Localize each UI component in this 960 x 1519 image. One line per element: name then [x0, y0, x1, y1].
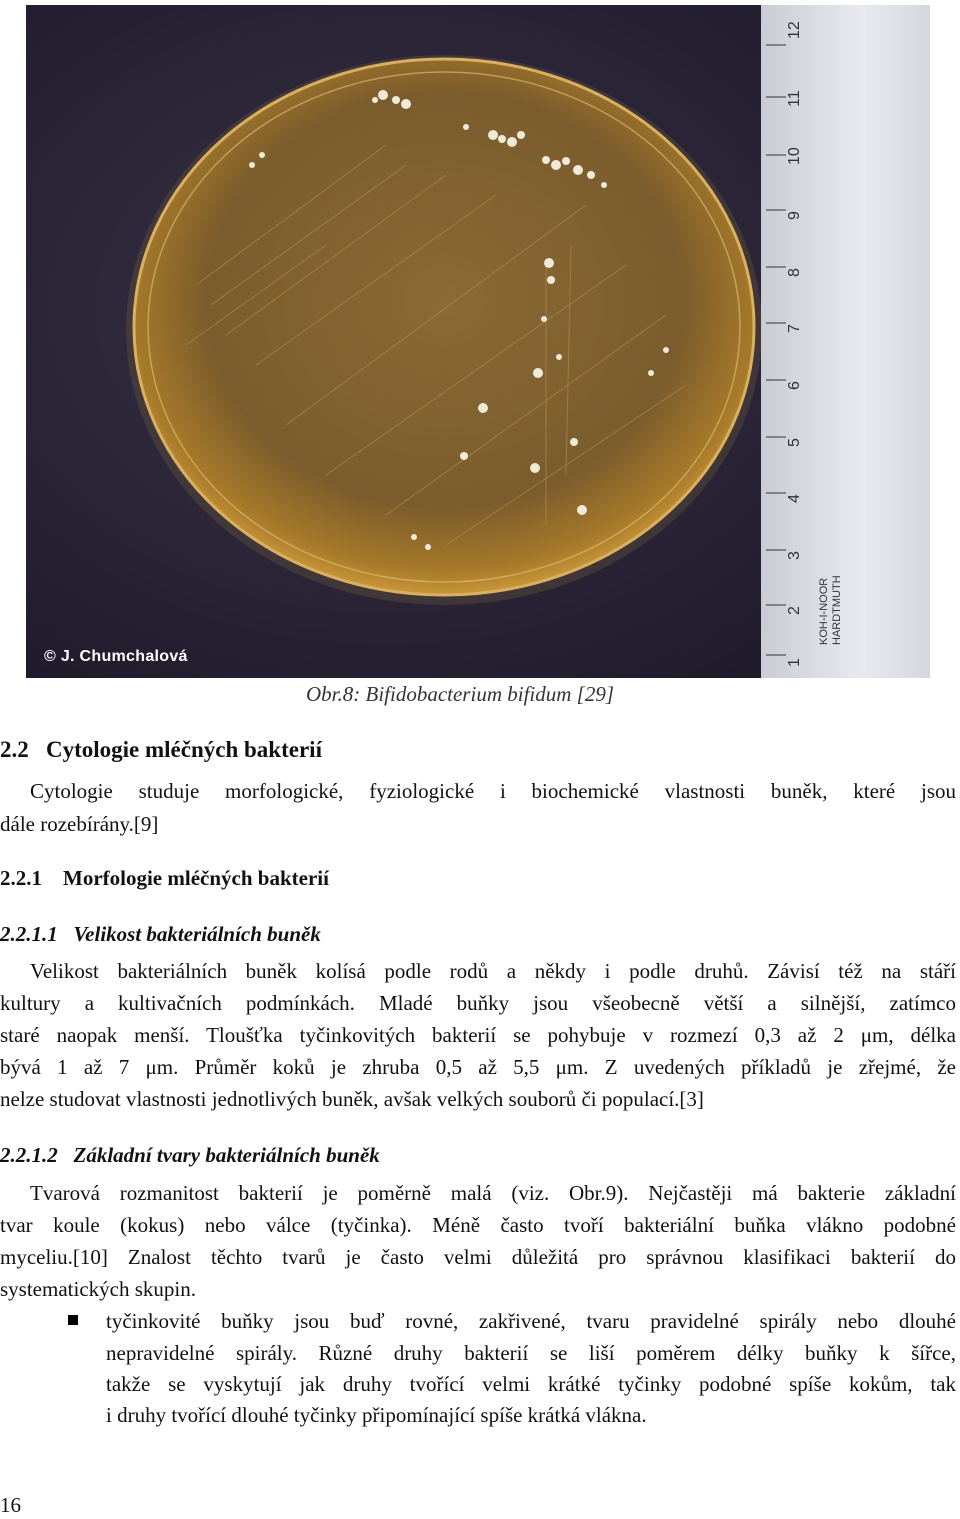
subsubsection-heading: [0, 922, 321, 947]
figure-caption: Obr.8: Bifidobacterium bifidum [29]: [306, 682, 614, 706]
paragraph-line: Velikost bakteriálních buněk kolísá podle rodů a někdy i podle druhů. Závisí též na stáří: [30, 959, 956, 983]
subsubsection-title: Základní tvary bakteriálních buněk: [73, 1143, 380, 1167]
paragraph-line: kultury a kultivačních podmínkách. Mladé buňky jsou všeobecně větší a silnější, zatímco: [0, 991, 956, 1015]
ruler-number: 4: [786, 494, 803, 503]
section-number: 2.2: [0, 737, 29, 762]
ruler-number: 8: [786, 268, 803, 277]
ruler-number: 3: [786, 551, 803, 560]
bullet-line: takže se vyskytují jak druhy tvořící velmi krátké tyčinky podobné spíše kokům, tak: [106, 1372, 956, 1396]
bullet-line: tyčinkovité buňky jsou buď rovné, zakřivené, tvaru pravidelné spirály nebo dlouhé: [106, 1309, 956, 1333]
subsection-number: 2.2.1: [0, 866, 42, 890]
subsubsection-number: 2.2.1.1: [0, 922, 58, 946]
bullet-line: nepravidelné spirály. Různé druhy bakterií se liší poměrem délky buňky k šířce,: [106, 1341, 956, 1365]
ruler-number: 7: [786, 324, 803, 333]
ruler-brand: HARDTMUTH: [831, 575, 843, 645]
paragraph-line: nelze studovat vlastnosti jednotlivých buněk, avšak velkých souborů či populací.[3]: [0, 1087, 704, 1111]
paragraph-line: dále rozebírány.[9]: [0, 812, 159, 836]
subsection-heading: [0, 866, 329, 891]
petri-dish-photo: [26, 5, 930, 678]
photo-copyright: © J. Chumchalová: [44, 648, 188, 665]
square-bullet-icon: [68, 1315, 78, 1325]
page-number: 16: [0, 1493, 21, 1517]
ruler-number: 5: [786, 438, 803, 447]
ruler-number: 1: [786, 658, 803, 667]
paragraph-line: Tvarová rozmanitost bakterií je poměrně malá (viz. Obr.9). Nejčastěji má bakterie základní: [30, 1181, 956, 1205]
ruler-brand: KOH-I-NOOR: [818, 577, 830, 645]
paragraph-line: tvar koule (kokus) nebo válce (tyčinka). Méně často tvoří bakteriální buňka vlákno podobné: [0, 1213, 956, 1237]
paragraph-line: systematických skupin.: [0, 1277, 196, 1301]
ruler-number: 6: [786, 381, 803, 390]
subsection-title: Morfologie mléčných bakterií: [63, 866, 329, 890]
paragraph-line: myceliu.[10] Znalost těchto tvarů je často velmi důležitá pro správnou klasifikaci bakterií do: [0, 1245, 956, 1269]
section-heading: [0, 737, 322, 763]
section-title: Cytologie mléčných bakterií: [46, 737, 322, 762]
paragraph-line: bývá 1 až 7 μm. Průměr koků je zhruba 0,5 až 5,5 μm. Z uvedených příkladů je zřejmé, že: [0, 1055, 956, 1079]
subsubsection-heading: [0, 1143, 380, 1168]
paragraph-line: Cytologie studuje morfologické, fyziologické i biochemické vlastnosti buněk, které jsou: [30, 779, 956, 803]
ruler-number: 9: [786, 211, 803, 220]
paragraph-line: staré naopak menší. Tloušťka tyčinkovitých bakterií se pohybuje v rozmezí 0,3 až 2 μm, délka: [0, 1023, 956, 1047]
ruler-number: 10: [786, 147, 803, 165]
ruler-number: 2: [786, 606, 803, 615]
subsubsection-title: Velikost bakteriálních buněk: [73, 922, 321, 946]
bullet-line: i druhy tvořící dlouhé tyčinky připomínající spíše krátká vlákna.: [106, 1403, 647, 1427]
ruler-number: 12: [786, 21, 803, 39]
subsubsection-number: 2.2.1.2: [0, 1143, 58, 1167]
ruler-number: 11: [786, 90, 803, 107]
